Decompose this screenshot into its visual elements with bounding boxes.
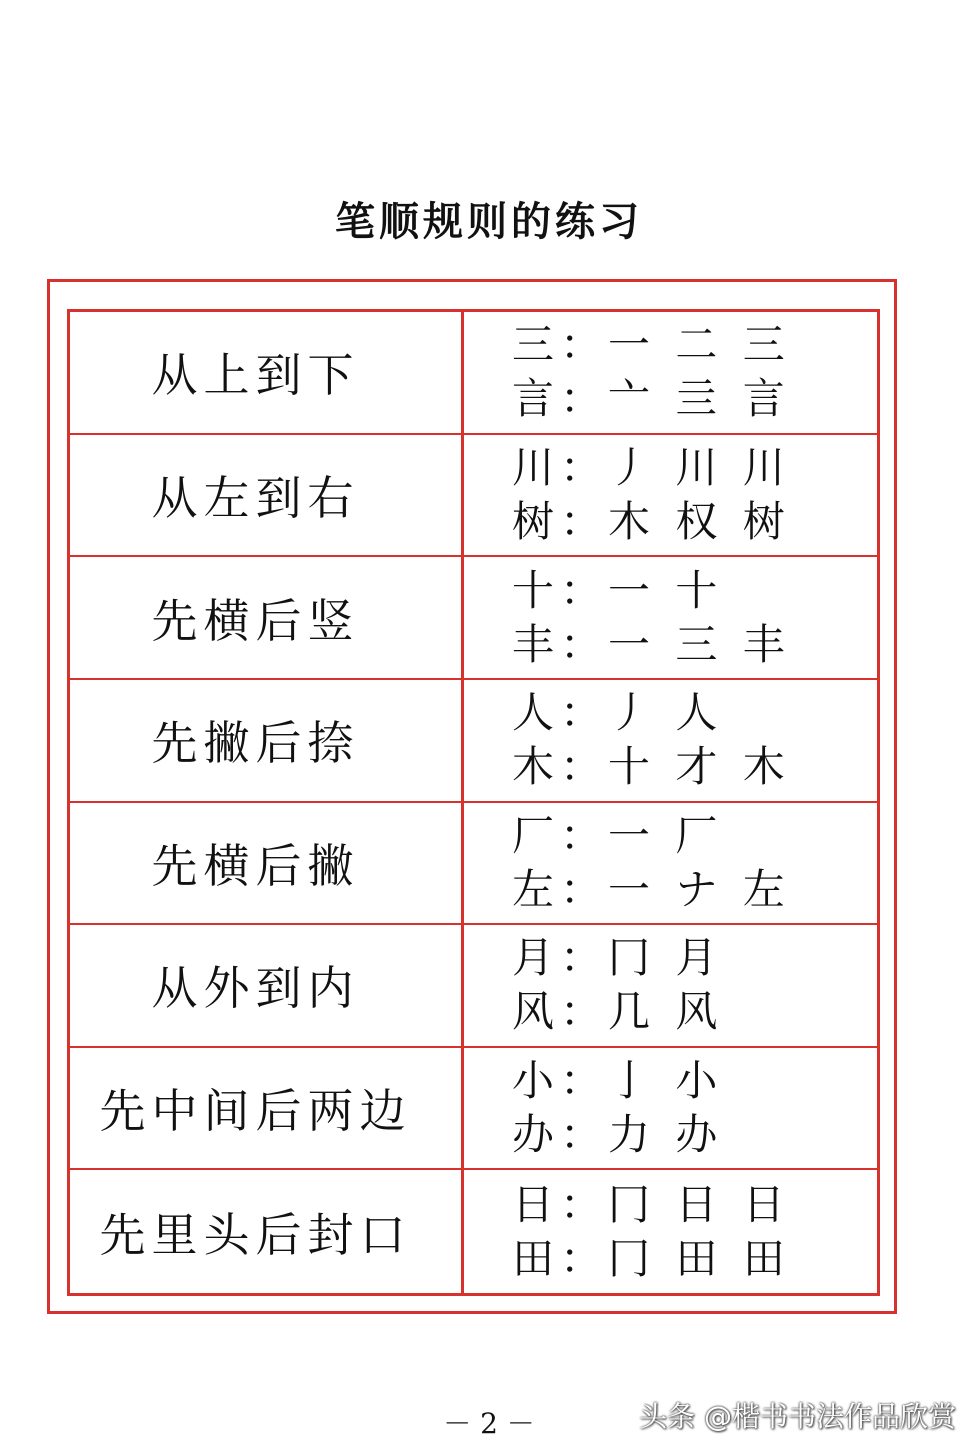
rule-label: 先撇后捺 bbox=[70, 680, 464, 803]
rule-label: 先横后撇 bbox=[70, 803, 464, 926]
rule-label: 先横后竖 bbox=[70, 557, 464, 680]
example-cell bbox=[464, 1170, 877, 1293]
example-line: 树：木 权 树 bbox=[512, 496, 791, 546]
example-line: 厂：一 厂 bbox=[512, 810, 724, 860]
example-cell bbox=[464, 803, 877, 926]
example-line: 木：十 才 木 bbox=[512, 742, 791, 792]
rule-label: 从外到内 bbox=[70, 925, 464, 1048]
example-line: 川：丿 川 川 bbox=[512, 442, 791, 492]
example-line: 三：一 二 三 bbox=[512, 320, 791, 370]
stroke-order-table bbox=[67, 309, 880, 1296]
example-cell bbox=[464, 925, 877, 1048]
page-number: － 2 － bbox=[443, 1407, 535, 1440]
example-line: 风：几 风 bbox=[512, 987, 724, 1037]
example-line: 十：一 十 bbox=[512, 565, 724, 615]
example-cell bbox=[464, 312, 877, 435]
example-line: 日：冂 日 日 bbox=[512, 1179, 791, 1229]
example-cell bbox=[464, 557, 877, 680]
example-cell bbox=[464, 680, 877, 803]
rule-label: 从上到下 bbox=[70, 312, 464, 435]
example-cell bbox=[464, 1048, 877, 1171]
example-line: 小：亅 小 bbox=[512, 1056, 724, 1106]
rule-label: 先里头后封口 bbox=[70, 1170, 464, 1293]
rule-label: 先中间后两边 bbox=[70, 1048, 464, 1171]
rule-label: 从左到右 bbox=[70, 435, 464, 558]
watermark: 头条 @楷书书法作品欣赏 bbox=[639, 1400, 956, 1433]
example-line: 田：冂 田 田 bbox=[512, 1233, 791, 1283]
example-line: 人：丿 人 bbox=[512, 688, 724, 738]
example-line: 月：冂 月 bbox=[512, 933, 724, 983]
example-line: 左：一 ナ 左 bbox=[512, 864, 791, 914]
page-title: 笔顺规则的练习 bbox=[335, 198, 643, 245]
example-cell bbox=[464, 435, 877, 558]
example-line: 言：亠 亖 言 bbox=[512, 374, 791, 424]
example-line: 丰：一 三 丰 bbox=[512, 619, 791, 669]
example-line: 办：力 办 bbox=[512, 1110, 724, 1160]
